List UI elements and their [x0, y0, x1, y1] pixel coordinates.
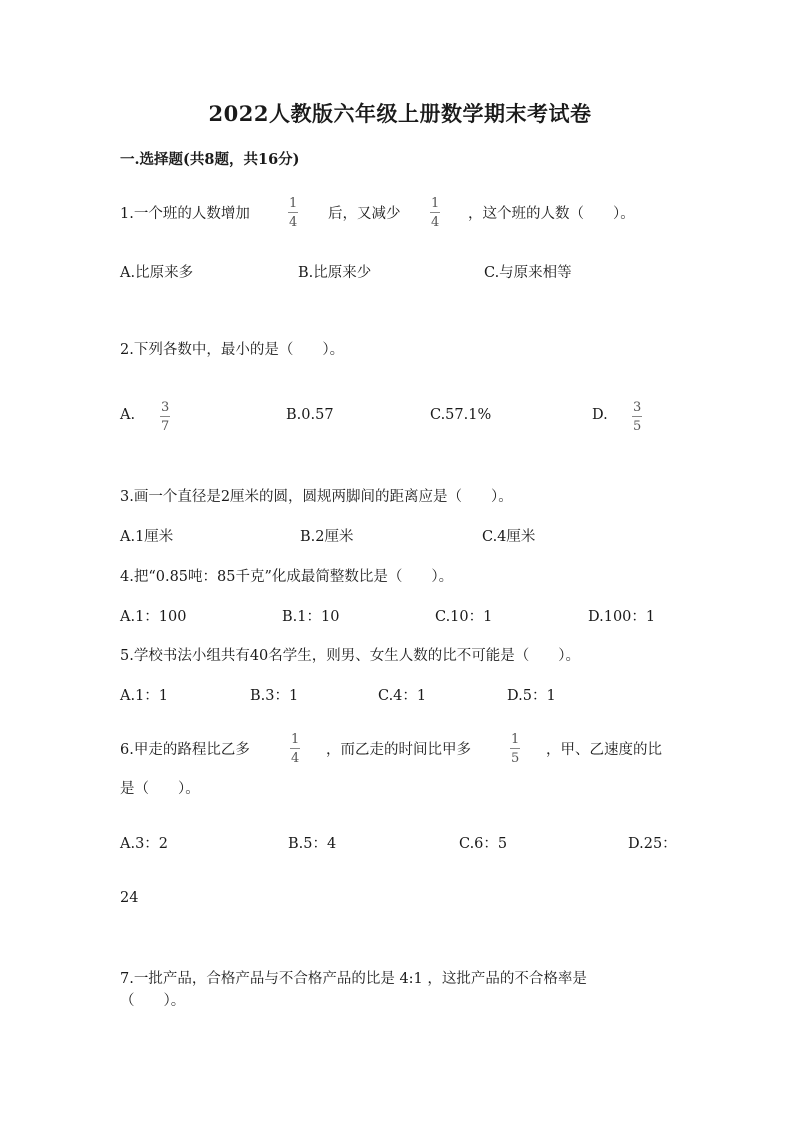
- q6-option-b: B.5：4: [288, 836, 337, 852]
- q3-text: 3.画一个直径是2厘米的圆，圆规两脚间的距离应是（ ）。: [120, 489, 513, 505]
- fraction-denominator: 4: [289, 215, 298, 230]
- q1-fraction-2: [430, 197, 440, 229]
- q2-option-a-fraction: [160, 401, 170, 433]
- q1-option-c: C.与原来相等: [484, 265, 572, 281]
- q5-option-a: A.1：1: [120, 688, 169, 704]
- fraction-denominator: 5: [511, 751, 520, 766]
- section-heading: 一.选择题(共8题，共16分): [120, 151, 300, 168]
- q6-option-d: D.25：: [628, 836, 677, 852]
- q1-text-part1: 1.一个班的人数增加: [120, 206, 250, 222]
- q3-option-a: A.1厘米: [120, 529, 174, 545]
- q1-text-part3: ，这个班的人数（ ）。: [468, 206, 635, 222]
- q2-option-d-fraction: [632, 401, 642, 433]
- q1-option-b: B.比原来少: [298, 265, 372, 281]
- q6-option-d-continued: 24: [120, 890, 139, 906]
- q2-option-b: B.0.57: [286, 407, 334, 423]
- q3-option-c: C.4厘米: [482, 529, 536, 545]
- q6-text-line2: 是（ ）。: [120, 781, 200, 797]
- q1-text-part2: 后，又减少: [328, 206, 401, 222]
- fraction-denominator: 4: [291, 751, 300, 766]
- q6-text-part2: ，而乙走的时间比甲多: [326, 742, 471, 758]
- q3-option-b: B.2厘米: [300, 529, 354, 545]
- fraction-numerator: 1: [431, 196, 440, 211]
- q2-text: 2.下列各数中，最小的是（ ）。: [120, 342, 345, 358]
- q6-option-a: A.3：2: [120, 836, 169, 852]
- q5-option-d: D.5：1: [507, 688, 556, 704]
- q4-text: 4.把“0.85吨：85千克”化成最简整数比是（ ）。: [120, 569, 454, 585]
- fraction-numerator: 1: [289, 196, 298, 211]
- q1-option-a: A.比原来多: [120, 265, 194, 281]
- fraction-denominator: 5: [633, 419, 642, 434]
- q4-option-a: A.1：100: [120, 609, 187, 625]
- fraction-denominator: 7: [161, 419, 170, 434]
- q4-option-d: D.100：1: [588, 609, 656, 625]
- fraction-denominator: 4: [431, 215, 440, 230]
- fraction-numerator: 1: [291, 732, 300, 747]
- q5-option-c: C.4：1: [378, 688, 427, 704]
- q6-fraction-2: [510, 733, 520, 765]
- fraction-numerator: 1: [511, 732, 520, 747]
- q2-option-c: C.57.1%: [430, 407, 492, 423]
- q6-option-c: C.6：5: [459, 836, 508, 852]
- q4-option-c: C.10：1: [435, 609, 493, 625]
- q5-option-b: B.3：1: [250, 688, 299, 704]
- q6-text-part1: 6.甲走的路程比乙多: [120, 742, 250, 758]
- q1-fraction-1: [288, 197, 298, 229]
- q6-text-part3: ，甲、乙速度的比: [546, 742, 662, 758]
- fraction-numerator: 3: [161, 400, 170, 415]
- q7-text-line2: （ ）。: [120, 993, 186, 1009]
- page-title: 2022人教版六年级上册数学期末考试卷: [208, 101, 592, 126]
- q5-text: 5.学校书法小组共有40名学生，则男、女生人数的比不可能是（ ）。: [120, 648, 581, 664]
- q6-fraction-1: [290, 733, 300, 765]
- fraction-numerator: 3: [633, 400, 642, 415]
- q2-option-d: D.: [592, 407, 608, 423]
- q4-option-b: B.1：10: [282, 609, 340, 625]
- q2-option-a: A.: [120, 407, 136, 423]
- q7-text-line1: 7.一批产品，合格产品与不合格产品的比是 4:1 ，这批产品的不合格率是: [120, 971, 587, 987]
